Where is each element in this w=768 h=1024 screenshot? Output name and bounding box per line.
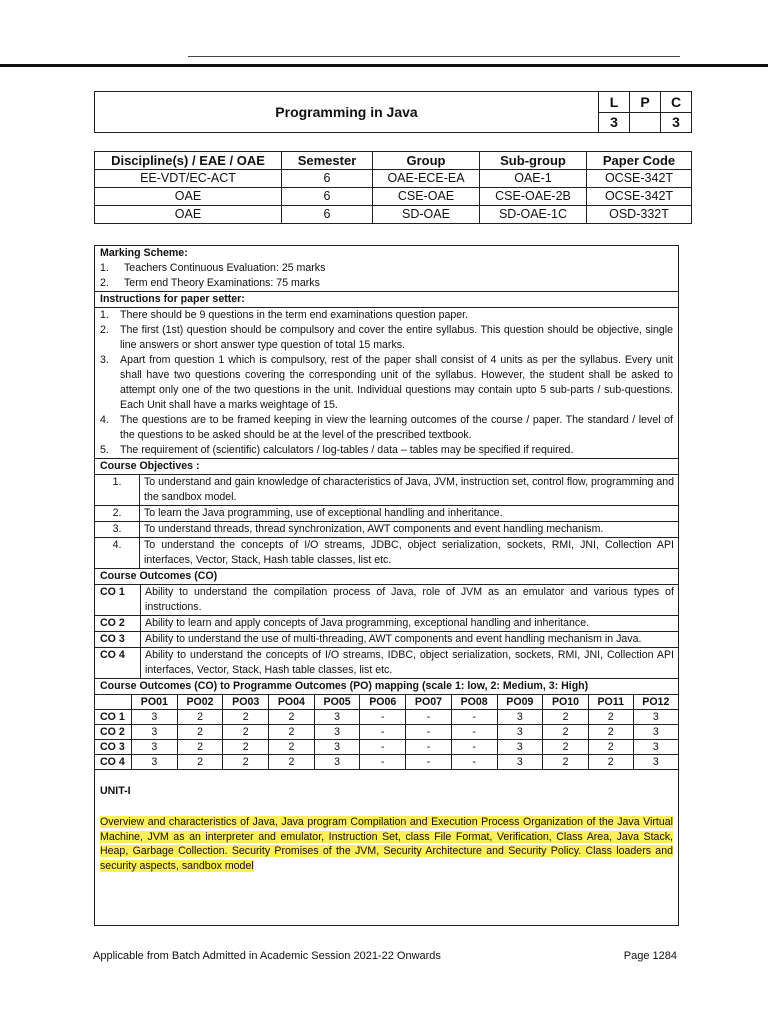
table-cell: OAE-1 xyxy=(480,170,587,188)
mapping-value: - xyxy=(360,725,406,740)
po-header: PO03 xyxy=(223,695,269,710)
mapping-value: - xyxy=(406,725,452,740)
table-cell: SD-OAE-1C xyxy=(480,206,587,224)
marking-scheme xyxy=(95,246,678,292)
po-header: PO11 xyxy=(588,695,633,710)
mapping-value: - xyxy=(451,710,497,725)
table-cell: 6 xyxy=(282,206,373,224)
mapping-value: 2 xyxy=(269,725,315,740)
table-cell: OAE xyxy=(95,188,282,206)
objectives-heading: Course Objectives : xyxy=(95,459,678,475)
mapping-value: 3 xyxy=(497,740,543,755)
outcome-code: CO 3 xyxy=(95,632,141,648)
outcome-code: CO 2 xyxy=(95,616,141,632)
table-cell: OCSE-342T xyxy=(587,188,692,206)
outcome-code: CO 4 xyxy=(95,648,141,679)
mapping-value: 2 xyxy=(223,710,269,725)
lpc-value-p xyxy=(630,112,661,133)
lpc-value-c: 3 xyxy=(661,112,692,133)
po-header: PO04 xyxy=(269,695,315,710)
table-row xyxy=(95,170,692,188)
po-header xyxy=(95,695,132,710)
po-header: PO07 xyxy=(406,695,452,710)
list-num: 1. xyxy=(100,309,109,321)
outcome-text: Ability to learn and apply concepts of Java programming, exceptional handling and inheritance. xyxy=(141,616,679,632)
objective-num: 1. xyxy=(95,475,140,506)
table-row xyxy=(95,616,678,632)
objective-num: 2. xyxy=(95,506,140,522)
mapping-value: 2 xyxy=(269,710,315,725)
mapping-value: 2 xyxy=(177,710,223,725)
table-cell: OAE-ECE-EA xyxy=(373,170,480,188)
mapping-value: 2 xyxy=(543,755,589,770)
outcomes-heading: Course Outcomes (CO) xyxy=(95,569,678,585)
objectives-table xyxy=(95,475,678,569)
list-text: There should be 9 questions in the term end examinations question paper. xyxy=(120,309,469,321)
table-cell: OAE xyxy=(95,206,282,224)
mapping-value: 3 xyxy=(132,755,178,770)
list-text: The requirement of (scientific) calculators / log-tables / data – tables may be specified if required. xyxy=(120,444,574,456)
po-header: PO05 xyxy=(314,695,360,710)
table-cell: 6 xyxy=(282,188,373,206)
objective-text: To understand and gain knowledge of characteristics of Java, JVM, instruction set, control flow, programming and the sandbox model. xyxy=(140,475,679,506)
mapping-value: 2 xyxy=(223,755,269,770)
col-header: Discipline(s) / EAE / OAE xyxy=(95,152,282,170)
mapping-value: - xyxy=(451,755,497,770)
mapping-value: 2 xyxy=(177,740,223,755)
list-num: 3. xyxy=(100,354,109,366)
list-text: Term end Theory Examinations: 75 marks xyxy=(124,277,320,289)
list-text: The first (1st) question should be compulsory and cover the entire syllabus. This question should be objective, single line answers or short answer type question of total 15 marks. xyxy=(120,324,673,351)
mapping-value: 3 xyxy=(497,725,543,740)
col-header: Sub-group xyxy=(480,152,587,170)
outcome-code: CO 1 xyxy=(95,585,141,616)
co-label: CO 3 xyxy=(95,740,132,755)
table-row xyxy=(95,475,678,506)
page-footer xyxy=(93,950,677,962)
lpc-header-l: L xyxy=(599,92,630,113)
list-item xyxy=(100,413,673,443)
mapping-value: - xyxy=(360,710,406,725)
table-row xyxy=(95,538,678,569)
header-rule-thin xyxy=(188,56,680,57)
outcome-text: Ability to understand the concepts of I/O streams, IDBC, object serialization, sockets, RMI, JNI, Collection API interfaces, Vector, Stack, Hash table classes, list etc. xyxy=(141,648,679,679)
table-row xyxy=(95,648,678,679)
table-cell: CSE-OAE-2B xyxy=(480,188,587,206)
discipline-header-row xyxy=(95,152,692,170)
po-header: PO12 xyxy=(633,695,678,710)
table-cell: EE-VDT/EC-ACT xyxy=(95,170,282,188)
footer-applicability: Applicable from Batch Admitted in Academic Session 2021-22 Onwards xyxy=(93,950,441,962)
discipline-table xyxy=(94,151,692,224)
po-header: PO09 xyxy=(497,695,543,710)
outcome-text: Ability to understand the use of multi-threading, AWT components and event handling mechanism in Java. xyxy=(141,632,679,648)
unit-body xyxy=(100,815,673,873)
list-item xyxy=(100,443,673,458)
po-header: PO06 xyxy=(360,695,406,710)
mapping-value: 2 xyxy=(269,740,315,755)
mapping-value: - xyxy=(451,740,497,755)
outcomes-table xyxy=(95,585,678,679)
mapping-value: 3 xyxy=(497,710,543,725)
mapping-value: 3 xyxy=(132,740,178,755)
table-cell: OCSE-342T xyxy=(587,170,692,188)
marking-scheme-heading: Marking Scheme: xyxy=(100,247,188,259)
mapping-heading: Course Outcomes (CO) to Programme Outcomes (PO) mapping (scale 1: low, 2: Medium, 3: High) xyxy=(95,679,678,695)
unit-title: UNIT-I xyxy=(100,785,131,797)
mapping-value: 2 xyxy=(588,710,633,725)
mapping-value: 3 xyxy=(633,725,678,740)
mapping-value: - xyxy=(360,755,406,770)
list-text: Teachers Continuous Evaluation: 25 marks xyxy=(124,262,326,274)
mapping-value: 2 xyxy=(177,755,223,770)
list-num: 2. xyxy=(100,277,109,289)
table-row xyxy=(95,725,678,740)
mapping-value: 2 xyxy=(543,710,589,725)
po-header: PO01 xyxy=(132,695,178,710)
co-label: CO 1 xyxy=(95,710,132,725)
col-header: Semester xyxy=(282,152,373,170)
mapping-value: 2 xyxy=(543,740,589,755)
list-item xyxy=(100,353,673,413)
mapping-value: - xyxy=(406,710,452,725)
list-num: 2. xyxy=(100,324,109,336)
mapping-value: 2 xyxy=(223,725,269,740)
mapping-value: - xyxy=(360,740,406,755)
co-label: CO 4 xyxy=(95,755,132,770)
table-row xyxy=(95,710,678,725)
lpc-header-p: P xyxy=(630,92,661,113)
list-text: Apart from question 1 which is compulsory, rest of the paper shall consist of 4 units as per the syllabus. Every unit shall have two questions covering the corresponding unit of the syllabus. However, the student shall be asked to attempt only one of the two questions in the unit. Individual questions may contain upto 5 sub-parts / sub-questions. Each Unit shall have a marks weightage of 15. xyxy=(120,354,673,411)
table-row xyxy=(95,506,678,522)
list-text: The questions are to be framed keeping in view the learning outcomes of the course / paper. The standard / level of the questions to be asked should be at the level of the prescribed textbook. xyxy=(120,414,673,441)
table-cell: OSD-332T xyxy=(587,206,692,224)
table-row xyxy=(95,522,678,538)
po-header: PO08 xyxy=(451,695,497,710)
mapping-value: 3 xyxy=(314,710,360,725)
mapping-value: 3 xyxy=(314,725,360,740)
mapping-value: 3 xyxy=(497,755,543,770)
outcome-text: Ability to understand the compilation process of Java, role of JVM as an emulator and various types of instructions. xyxy=(141,585,679,616)
list-item xyxy=(100,308,673,323)
list-item xyxy=(100,276,673,291)
table-cell: 6 xyxy=(282,170,373,188)
course-title-table xyxy=(94,91,692,133)
table-cell: CSE-OAE xyxy=(373,188,480,206)
table-row xyxy=(95,740,678,755)
mapping-value: - xyxy=(406,740,452,755)
objective-text: To understand threads, thread synchronization, AWT components and event handling mechanism. xyxy=(140,522,679,538)
objective-text: To learn the Java programming, use of exceptional handling and inheritance. xyxy=(140,506,679,522)
objective-num: 4. xyxy=(95,538,140,569)
page-number: Page 1284 xyxy=(623,950,677,962)
mapping-value: 3 xyxy=(633,710,678,725)
header-rule-thick xyxy=(0,64,768,67)
list-item xyxy=(100,323,673,353)
mapping-value: - xyxy=(406,755,452,770)
mapping-value: 2 xyxy=(588,740,633,755)
mapping-value: 3 xyxy=(633,755,678,770)
po-header: PO02 xyxy=(177,695,223,710)
mapping-value: 3 xyxy=(132,725,178,740)
mapping-value: 3 xyxy=(314,755,360,770)
mapping-value: - xyxy=(451,725,497,740)
mapping-value: 3 xyxy=(314,740,360,755)
unit-1 xyxy=(95,784,678,873)
co-po-mapping-table xyxy=(95,695,678,770)
lpc-header-c: C xyxy=(661,92,692,113)
table-row xyxy=(95,206,692,224)
instructions-list xyxy=(95,308,678,459)
col-header: Paper Code xyxy=(587,152,692,170)
table-row xyxy=(95,755,678,770)
table-row xyxy=(95,632,678,648)
mapping-value: 2 xyxy=(223,740,269,755)
po-header: PO10 xyxy=(543,695,589,710)
list-item xyxy=(100,261,673,276)
objective-text: To understand the concepts of I/O streams, JDBC, object serialization, sockets, RMI, JNI, Collection API interfaces, Vector, Stack, Hash table classes, list etc. xyxy=(140,538,679,569)
mapping-value: 3 xyxy=(633,740,678,755)
list-num: 1. xyxy=(100,262,109,274)
co-label: CO 2 xyxy=(95,725,132,740)
highlighted-text: Overview and characteristics of Java, Java program Compilation and Execution Process Organization of the Java Virtual Machine, JVM as an interpreter and emulator, Instruction Set, class File Format, Verification, Class Area, Java Stack, Heap, Garbage Collection. Security Promises of the JVM, Security Architecture and Security Policy. Class loaders and security aspects, sandbox model xyxy=(100,816,673,872)
table-row xyxy=(95,585,678,616)
mapping-value: 2 xyxy=(588,755,633,770)
objective-num: 3. xyxy=(95,522,140,538)
mapping-value: 2 xyxy=(588,725,633,740)
mapping-value: 2 xyxy=(543,725,589,740)
mapping-value: 2 xyxy=(269,755,315,770)
list-num: 4. xyxy=(100,414,109,426)
syllabus-box xyxy=(94,245,679,926)
col-header: Group xyxy=(373,152,480,170)
mapping-value: 3 xyxy=(132,710,178,725)
lpc-value-l: 3 xyxy=(599,112,630,133)
instructions-heading: Instructions for paper setter: xyxy=(95,292,678,308)
table-row xyxy=(95,188,692,206)
mapping-value: 2 xyxy=(177,725,223,740)
table-cell: SD-OAE xyxy=(373,206,480,224)
mapping-header-row xyxy=(95,695,678,710)
list-num: 5. xyxy=(100,444,109,456)
course-title: Programming in Java xyxy=(95,92,599,133)
